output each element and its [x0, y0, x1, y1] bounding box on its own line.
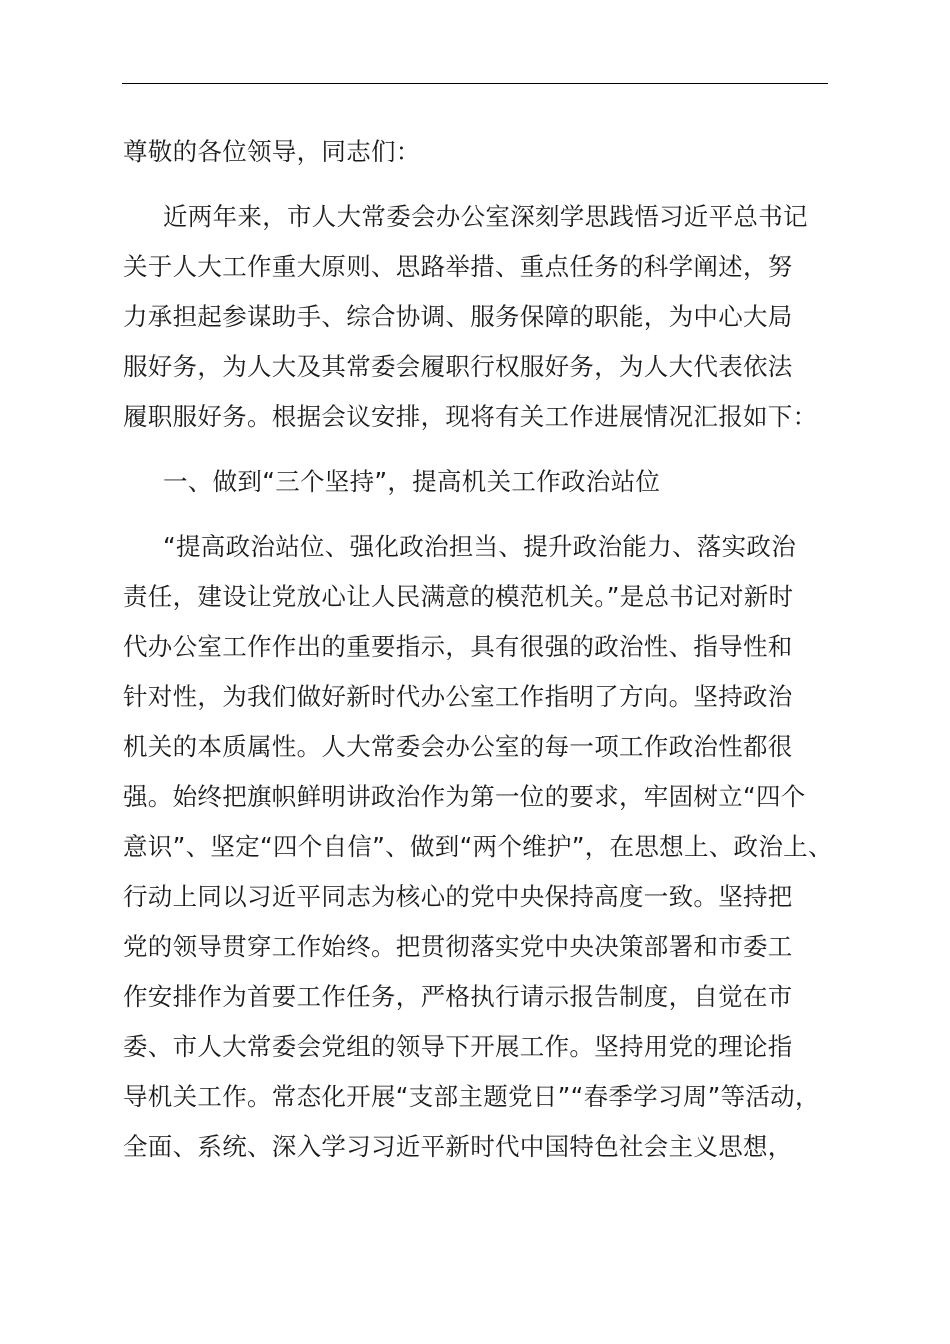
paragraph-line: 行动上同以习近平同志为核心的党中央保持高度一致。坚持把 [123, 882, 793, 911]
section-heading [123, 457, 835, 507]
paragraph-line: 代办公室工作作出的重要指示，具有很强的政治性、指导性和 [123, 632, 793, 661]
paragraph-line: 服好务，为人大及其常委会履职行权服好务，为人大代表依法 [123, 352, 793, 381]
paragraph-line: 针对性，为我们做好新时代办公室工作指明了方向。坚持政治 [123, 682, 793, 711]
paragraph-line: 近两年来，市人大常委会办公室深刻学思践悟习近平总书记 [163, 202, 808, 231]
paragraph-line: “提高政治站位、强化政治担当、提升政治能力、落实政治 [163, 532, 796, 561]
paragraph-intro [123, 192, 835, 442]
paragraph-line: 意识”、坚定“四个自信”、做到“两个维护”，在思想上、政治上、 [123, 832, 833, 861]
paragraph-line: 导机关工作。常态化开展“支部主题党日”“春季学习周”等活动， [123, 1082, 820, 1111]
paragraph-line: 委、市人大常委会党组的领导下开展工作。坚持用党的理论指 [123, 1032, 793, 1061]
paragraph-line: 履职服好务。根据会议安排，现将有关工作进展情况汇报如下： [123, 402, 818, 431]
paragraph-line: 党的领导贯穿工作始终。把贯彻落实党中央决策部署和市委工 [123, 932, 793, 961]
paragraph-line: 作安排作为首要工作任务，严格执行请示报告制度，自觉在市 [123, 982, 793, 1011]
paragraph-section-one [123, 522, 835, 1172]
paragraph-line: 关于人大工作重大原则、思路举措、重点任务的科学阐述，努 [123, 252, 793, 281]
salutation: 尊敬的各位领导，同志们： [123, 137, 421, 166]
paragraph-line: 全面、系统、深入学习习近平新时代中国特色社会主义思想， [123, 1132, 793, 1161]
paragraph-line: 力承担起参谋助手、综合协调、服务保障的职能，为中心大局 [123, 302, 793, 331]
section-heading-text: 一、做到“三个坚持”，提高机关工作政治站位 [163, 467, 661, 496]
paragraph-line: 机关的本质属性。人大常委会办公室的每一项工作政治性都很 [123, 732, 793, 761]
document-body [123, 127, 835, 1172]
paragraph-line: 责任，建设让党放心让人民满意的模范机关。”是总书记对新时 [123, 582, 794, 611]
paragraph-line: 强。始终把旗帜鲜明讲政治作为第一位的要求，牢固树立“四个 [123, 782, 806, 811]
header-rule [122, 83, 828, 84]
